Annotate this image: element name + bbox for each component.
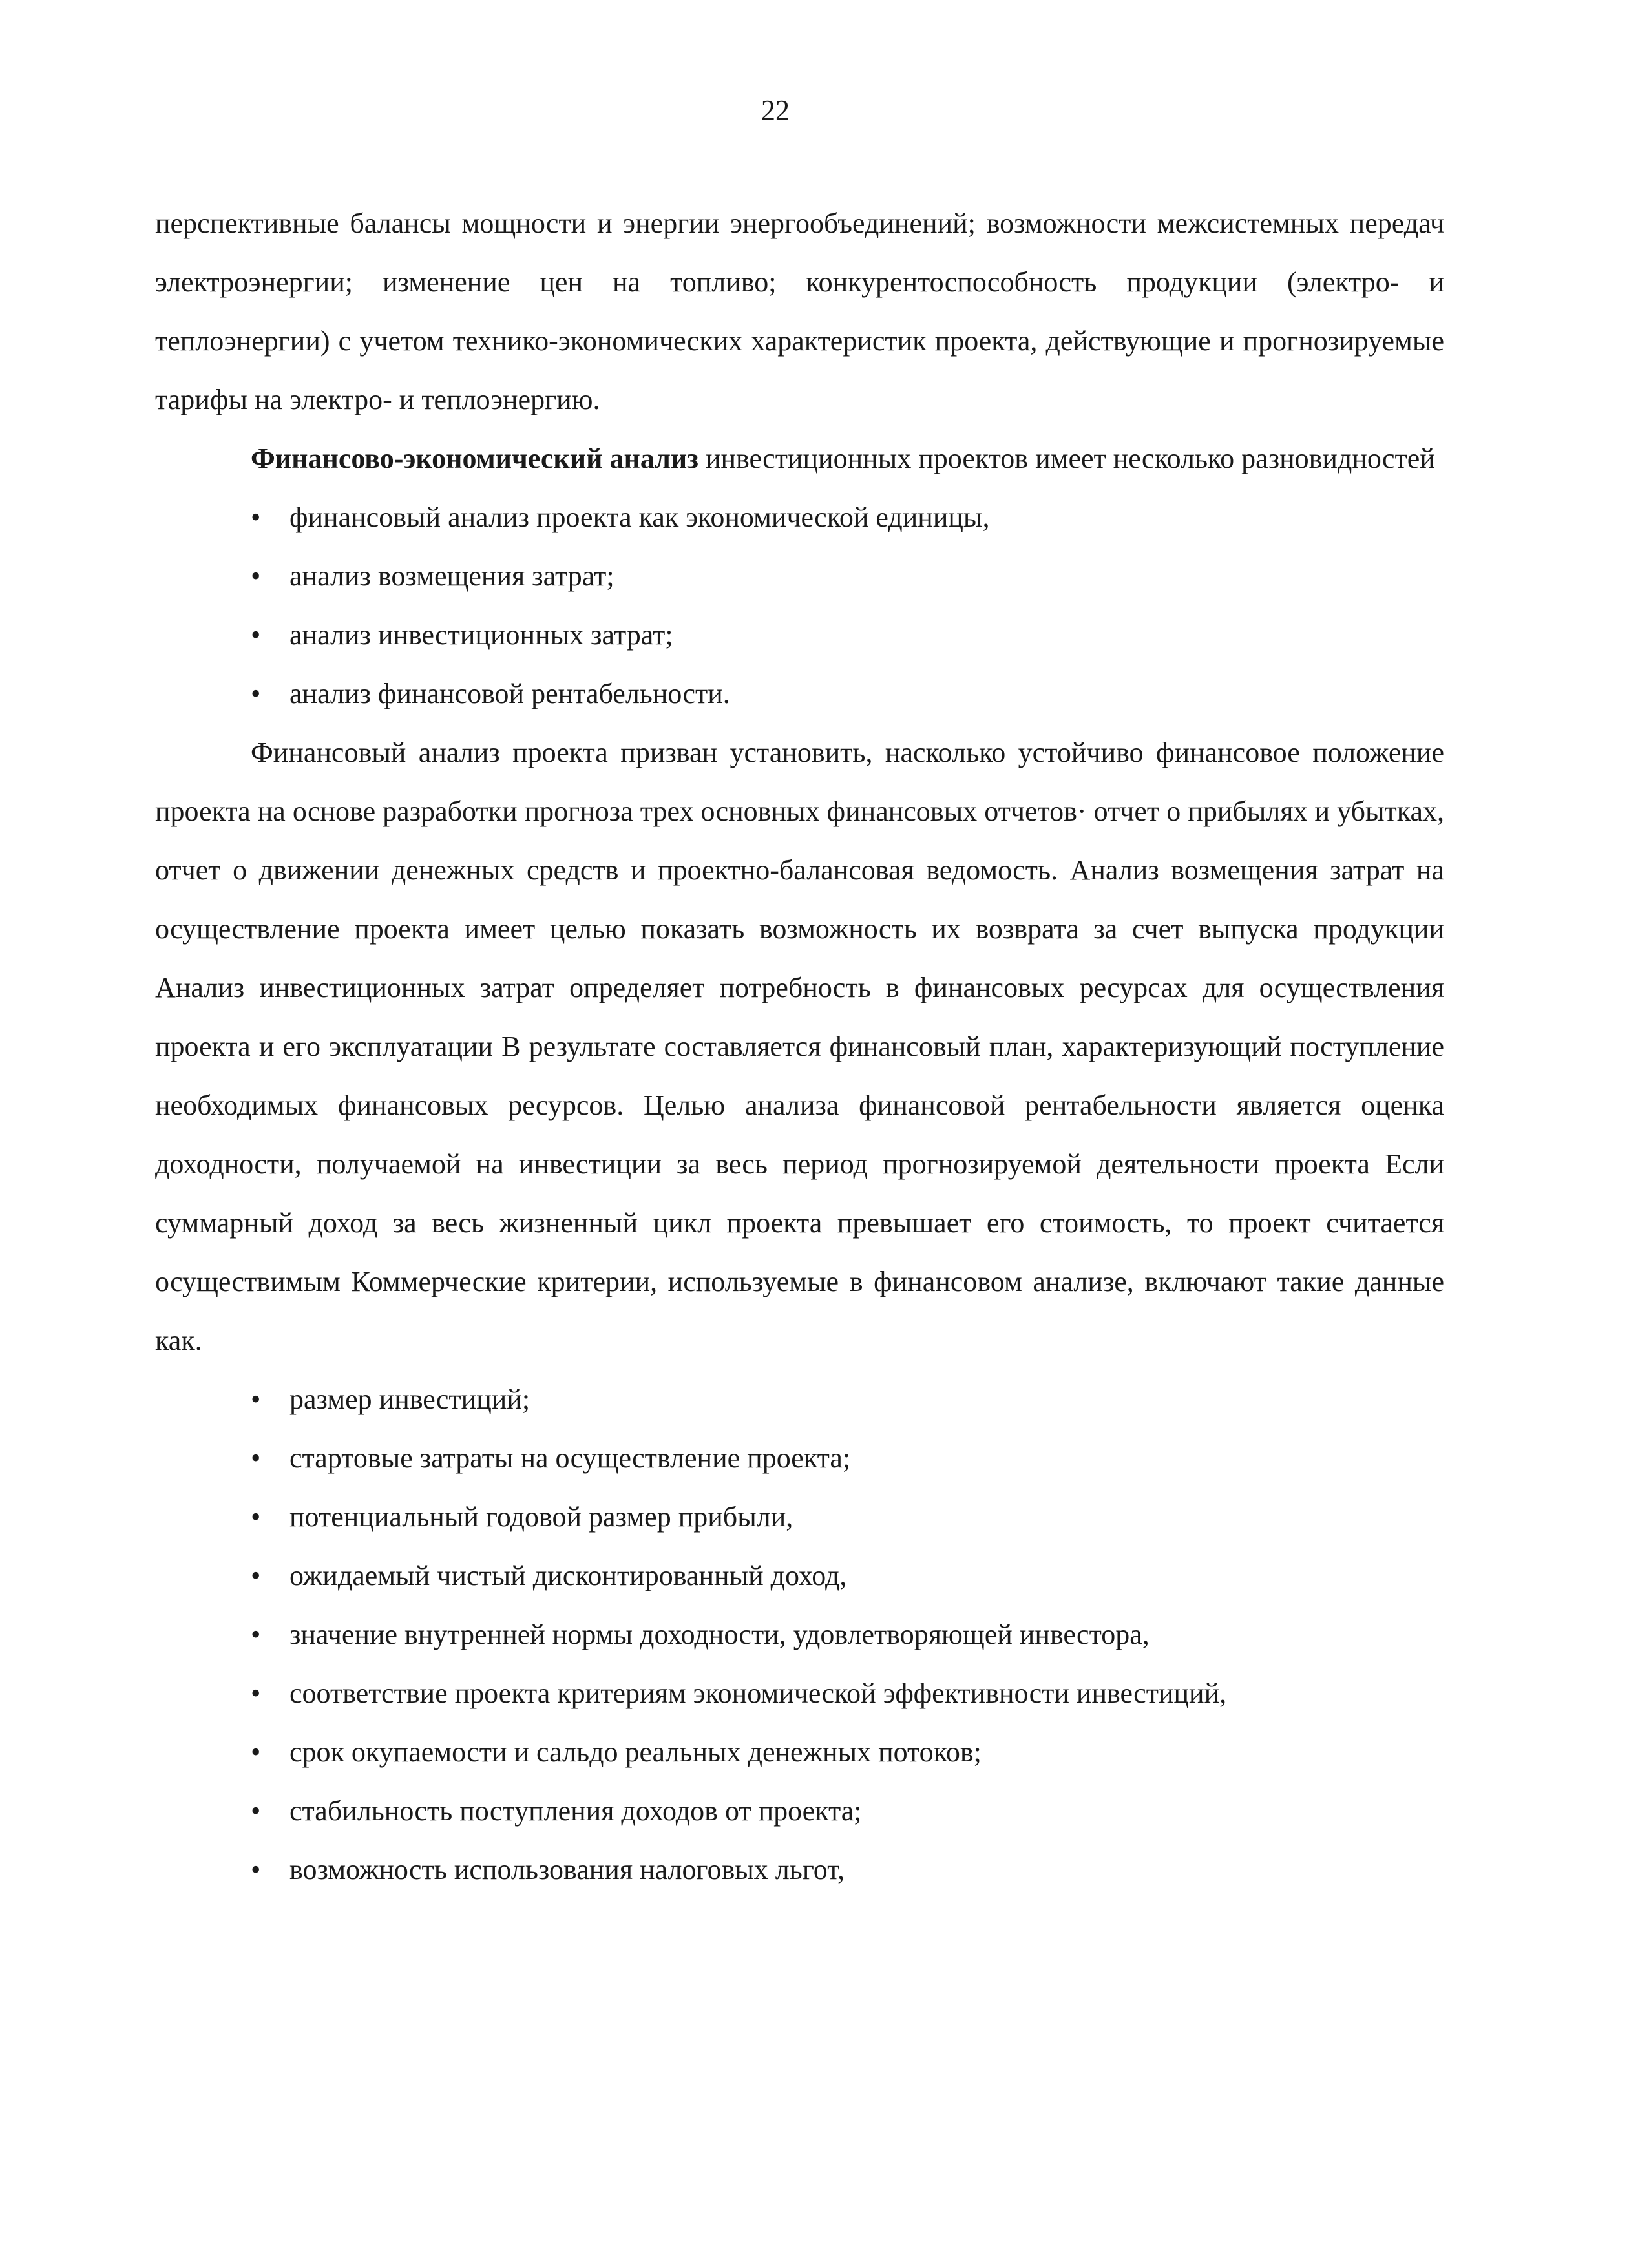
list-item-text: стартовые затраты на осуществление проекта; [289,1442,851,1474]
bullet-icon: • [251,1442,261,1474]
list-item-text: анализ инвестиционных затрат; [289,619,673,651]
list-item-text: финансовый анализ проекта как экономической единицы, [289,501,990,533]
list-item [155,1840,1444,1899]
bullet-icon: • [251,1619,261,1650]
list-item-text: анализ возмещения затрат; [289,560,614,592]
list-item-text: соответствие проекта критериям экономической эффективности инвестиций, [289,1677,1227,1709]
list-item [155,1487,1444,1546]
bullet-icon: • [251,501,261,533]
bullet-icon: • [251,1854,261,1885]
list-item-text: возможность использования налоговых льгот, [289,1854,845,1885]
bullet-icon: • [251,1383,261,1415]
list-item [155,1723,1444,1781]
page-number: 22 [761,94,790,126]
list-item [155,547,1444,605]
bullet-icon: • [251,560,261,592]
analysis-types-list [155,488,1444,723]
paragraph-financial-analysis-body: Финансовый анализ проекта призван установить, насколько устойчиво финансовое положение проекта на основе разработки прогноза трех основных финансовых отчетов· отчет о прибылях и убытках, отчет о движении денежных средств и проектно-балансовая ведомость. Анализ возмещения затрат на осуществление проекта имеет целью показать возможность их возврата за счет выпуска продукции Анализ инвестиционных затрат определяет потребность в финансовых ресурсах для осуществления проекта и его эксплуатации В результате составляется финансовый план, характеризующий поступление необходимых финансовых ресурсов. Целью анализа финансовой рентабельности является оценка доходности, получаемой на инвестиции за весь период прогнозируемой деятельности проекта Если суммарный доход за весь жизненный цикл проекта превышает его стоимость, то проект считается осуществимым Коммерческие критерии, используемые в финансовом анализе, включают такие данные как. [155,737,1444,1356]
list-item-text: стабильность поступления доходов от проекта; [289,1795,862,1827]
bullet-icon: • [251,678,261,709]
list-item-text: ожидаемый чистый дисконтированный доход, [289,1560,847,1591]
list-item-text: потенциальный годовой размер прибыли, [289,1501,793,1533]
paragraph-financial-analysis-intro [155,429,1444,488]
list-item [155,1546,1444,1605]
bullet-icon: • [251,1501,261,1533]
list-item-text: размер инвестиций; [289,1383,530,1415]
list-item-text: анализ финансовой рентабельности. [289,678,730,709]
bullet-icon: • [251,1560,261,1591]
paragraph-text: инвестиционных проектов имеет несколько разновидностей [698,443,1435,474]
list-item [155,1429,1444,1487]
list-item [155,1781,1444,1840]
paragraph-energy-factors: перспективные балансы мощности и энергии энергообъединений; возможности межсистемных передач электроэнергии; изменение цен на топливо; конкурентоспособность продукции (электро- и теплоэнергии) с учетом технико-экономических характеристик проекта, действующие и прогнозируемые тарифы на электро- и теплоэнергию. [155,207,1444,415]
bullet-icon: • [251,1736,261,1768]
list-item-text: значение внутренней нормы доходности, удовлетворяющей инвестора, [289,1619,1150,1650]
bullet-icon: • [251,619,261,651]
bold-term: Финансово-экономический анализ [251,443,698,474]
bullet-icon: • [251,1795,261,1827]
page-body [155,194,1444,1899]
commercial-criteria-list [155,1370,1444,1899]
bullet-icon: • [251,1677,261,1709]
list-item [155,664,1444,723]
list-item [155,605,1444,664]
list-item [155,1370,1444,1429]
list-item [155,1664,1444,1723]
list-item [155,488,1444,547]
list-item-text: срок окупаемости и сальдо реальных денежных потоков; [289,1736,982,1768]
list-item [155,1605,1444,1664]
